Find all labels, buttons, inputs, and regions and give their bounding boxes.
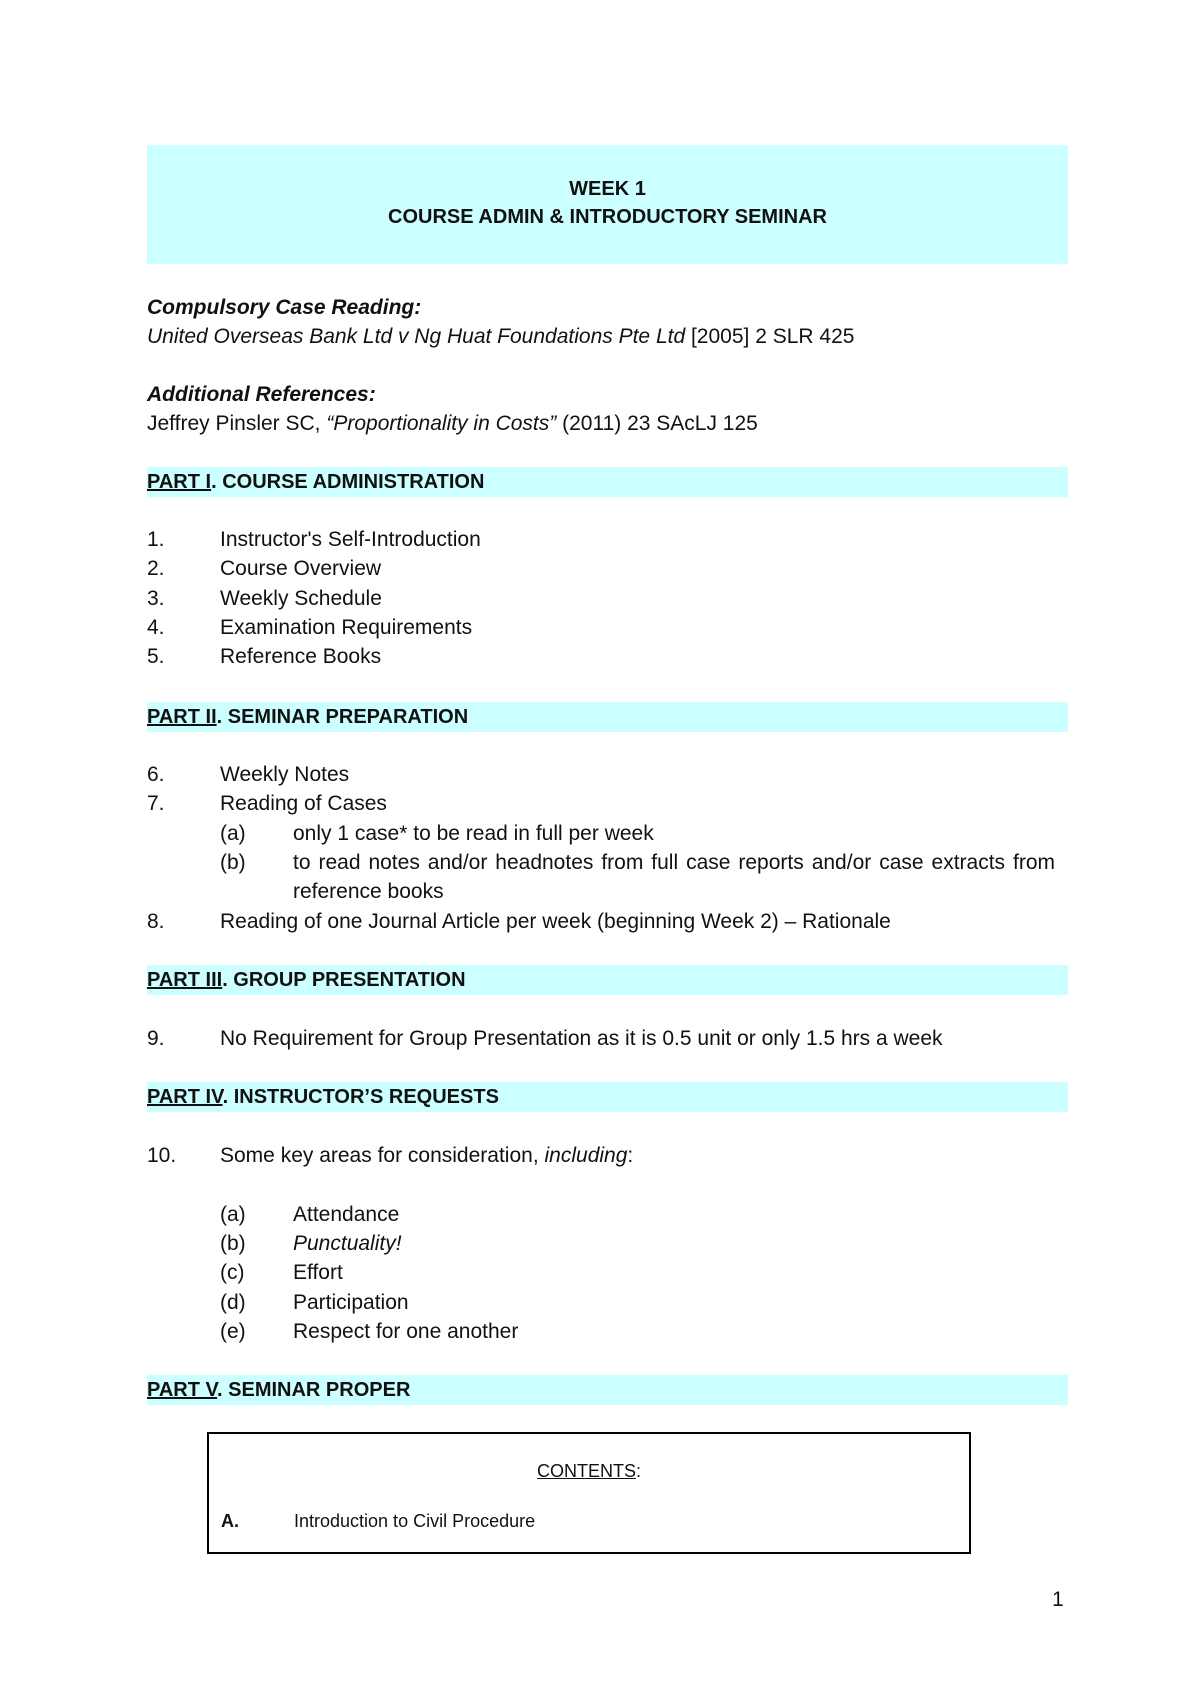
contents-box (207, 1432, 971, 1554)
request-text-italic: including (544, 1144, 628, 1167)
contents-item-letter: A. (221, 1511, 239, 1531)
part-title: . GROUP PRESENTATION (222, 969, 466, 991)
list-item-number: 1. (147, 528, 165, 551)
sub-item-text: to read notes and/or headnotes from full case reports and/or case extracts from (293, 851, 1055, 874)
contents-colon: : (635, 1461, 641, 1481)
request-text: Some key areas for consideration, (220, 1144, 545, 1167)
sub-item-label: (c) (220, 1261, 245, 1284)
list-item: Reference Books (220, 645, 382, 668)
list-item: Course Overview (220, 557, 382, 580)
week-title: WEEK 1 (569, 178, 646, 200)
list-item-number: 8. (147, 910, 165, 933)
list-item: No Requirement for Group Presentation as it is 0.5 unit or only 1.5 hrs a week (220, 1027, 943, 1050)
sub-item-label: (a) (220, 1203, 246, 1226)
list-item-number: 6. (147, 763, 165, 786)
part-label: PART II (147, 706, 217, 728)
list-item-number: 3. (147, 587, 165, 610)
seminar-title: COURSE ADMIN & INTRODUCTORY SEMINAR (388, 206, 827, 228)
contents-item-text: Introduction to Civil Procedure (294, 1511, 536, 1531)
case-name: United Overseas Bank Ltd v Ng Huat Foundations Pte Ltd (147, 325, 686, 348)
sub-item-text: Participation (293, 1291, 409, 1314)
list-item-number: 2. (147, 557, 165, 580)
sub-item-label: (e) (220, 1320, 246, 1343)
reference-article: “Proportionality in Costs” (326, 412, 557, 435)
part-title: . SEMINAR PREPARATION (216, 706, 469, 728)
part-2-heading (147, 702, 1068, 732)
sub-item-text: Respect for one another (293, 1320, 519, 1343)
part-3-heading (147, 965, 1068, 995)
sub-item-label: (b) (220, 1232, 246, 1255)
sub-item-label: (d) (220, 1291, 246, 1314)
additional-reference (147, 412, 758, 436)
list-item: Reading of Cases (220, 792, 387, 815)
list-item: Instructor's Self-Introduction (220, 528, 481, 551)
part-4-heading (147, 1082, 1068, 1112)
part-label: PART III (147, 969, 223, 991)
sub-item-text: Effort (293, 1261, 343, 1284)
contents-heading: CONTENTS (536, 1461, 636, 1481)
part-title: . INSTRUCTOR’S REQUESTS (222, 1086, 499, 1108)
list-item (220, 1144, 633, 1168)
additional-heading: Additional References: (147, 383, 376, 406)
request-text-end: : (627, 1144, 634, 1167)
list-item-number: 9. (147, 1027, 165, 1050)
compulsory-heading: Compulsory Case Reading: (147, 296, 422, 319)
part-title: . COURSE ADMINISTRATION (211, 471, 485, 493)
list-item: Reading of one Journal Article per week (beginning Week 2) – Rationale (220, 910, 891, 933)
sub-item-text: only 1 case* to be read in full per week (293, 822, 654, 845)
list-item-number: 5. (147, 645, 165, 668)
list-item: Examination Requirements (220, 616, 473, 639)
case-citation: [2005] 2 SLR 425 (685, 325, 855, 348)
title-banner (147, 145, 1068, 264)
page-number: 1 (1052, 1588, 1064, 1611)
part-1-heading (147, 467, 1068, 497)
list-item-number: 4. (147, 616, 165, 639)
reference-author: Jeffrey Pinsler SC, (147, 412, 327, 435)
sub-item-label: (a) (220, 822, 246, 845)
contents-title (209, 1461, 969, 1482)
list-item: Weekly Notes (220, 763, 350, 786)
part-label: PART V (147, 1379, 218, 1401)
sub-item-text-continued: reference books (293, 880, 444, 903)
part-5-heading (147, 1375, 1068, 1405)
sub-item-text: Attendance (293, 1203, 400, 1226)
part-label: PART IV (147, 1086, 223, 1108)
list-item: Weekly Schedule (220, 587, 382, 610)
compulsory-case (147, 325, 854, 349)
sub-item-text: Punctuality! (293, 1232, 402, 1255)
list-item-number: 10. (147, 1144, 177, 1167)
part-title: . SEMINAR PROPER (217, 1379, 411, 1401)
sub-item-label: (b) (220, 851, 246, 874)
reference-citation: (2011) 23 SAcLJ 125 (556, 412, 758, 435)
part-label: PART I (147, 471, 212, 493)
list-item-number: 7. (147, 792, 165, 815)
